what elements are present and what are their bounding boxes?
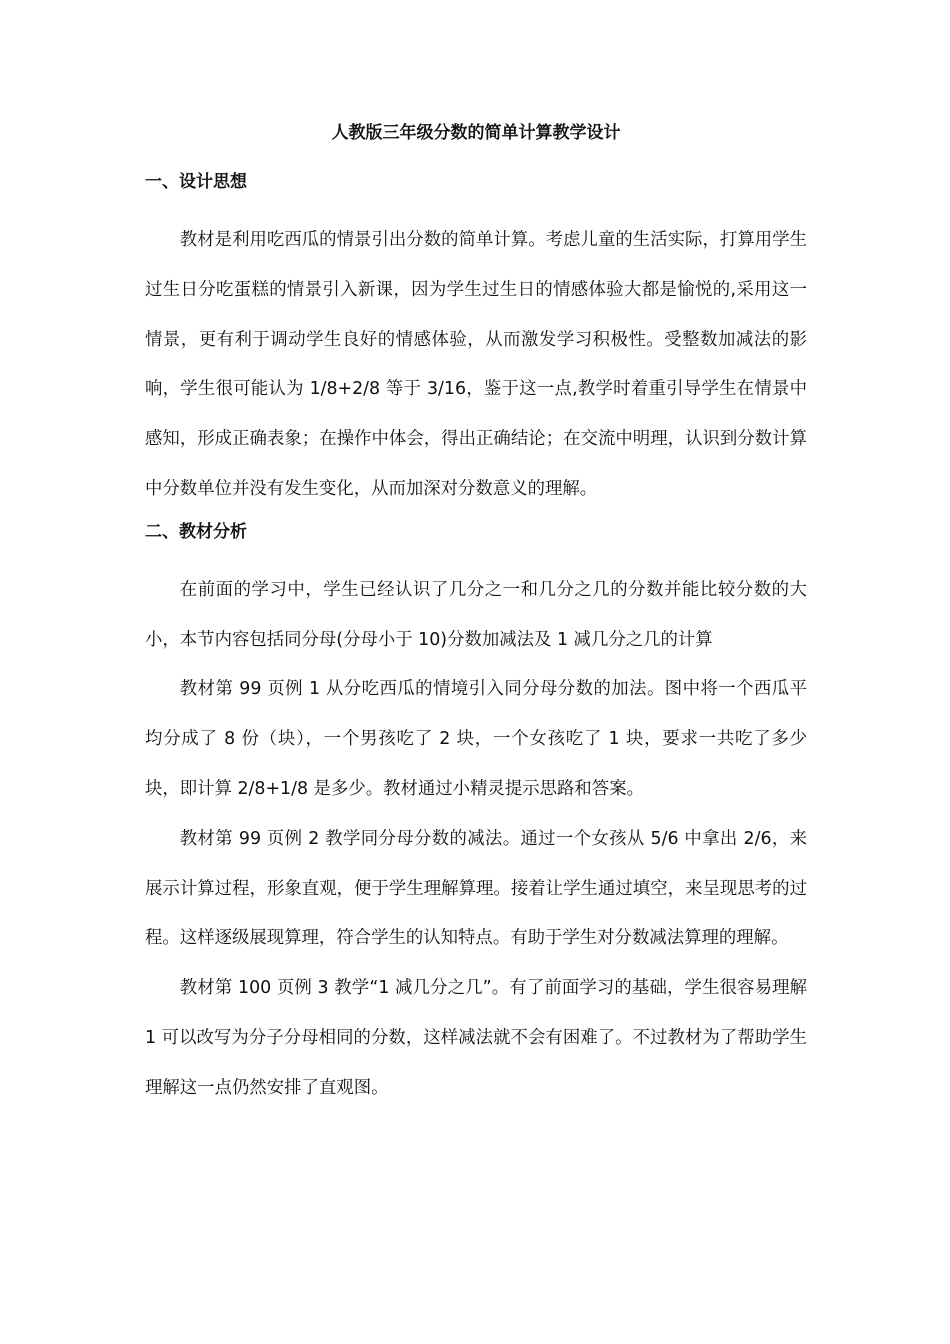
paragraph: 教材第 99 页例 2 教学同分母分数的减法。通过一个女孩从 5/6 中拿出 2/6，来展示计算过程，形象直观，便于学生理解算理。接着让学生通过填空，来呈现思考的过程。这样逐级展现算理，符合学生的认知特点。有助于学生对分数减法算理的理解。 <box>145 828 807 949</box>
section-design-idea <box>145 167 807 515</box>
document-title: 人教版三年级分数的简单计算教学设计 <box>331 123 621 143</box>
paragraph: 教材第 100 页例 3 教学“1 减几分之几”。有了前面学习的基础，学生很容易理解 1 可以改写为分子分母相同的分数，这样减法就不会有困难了。不过教材为了帮助学生理解这一点仍然安排了直观图。 <box>145 978 808 1098</box>
document-page <box>145 118 807 1114</box>
paragraph: 教材第 99 页例 1 从分吃西瓜的情境引入同分母分数的加法。图中将一个西瓜平均分成了 8 份（块），一个男孩吃了 2 块，一个女孩吃了 1 块，要求一共吃了多少块，即计算 2/8+1/8 是多少。教材通过小精灵提示思路和答案。 <box>145 679 807 799</box>
paragraph: 教材是利用吃西瓜的情景引出分数的简单计算。考虑儿童的生活实际，打算用学生过生日分吃蛋糕的情景引入新课，因为学生过生日的情感体验大都是愉悦的,采用这一情景，更有利于调动学生良好的情感体验，从而激发学习积极性。受整数加减法的影响，学生很可能认为 1/8+2/8 等于 3/16，鉴于这一点,教学时着重引导学生在情景中感知，形成正确表象；在操作中体会，得出正确结论；在交流中明理，认识到分数计算中分数单位并没有发生变化，从而加深对分数意义的理解。 <box>145 230 807 499</box>
section-heading: 一、设计思想 <box>145 172 247 192</box>
section-heading: 二、教材分析 <box>145 521 247 542</box>
section-textbook-analysis <box>145 517 807 1114</box>
paragraph: 在前面的学习中，学生已经认识了几分之一和几分之几的分数并能比较分数的大小，本节内容包括同分母(分母小于 10)分数加减法及 1 减几分之几的计算 <box>145 579 807 650</box>
